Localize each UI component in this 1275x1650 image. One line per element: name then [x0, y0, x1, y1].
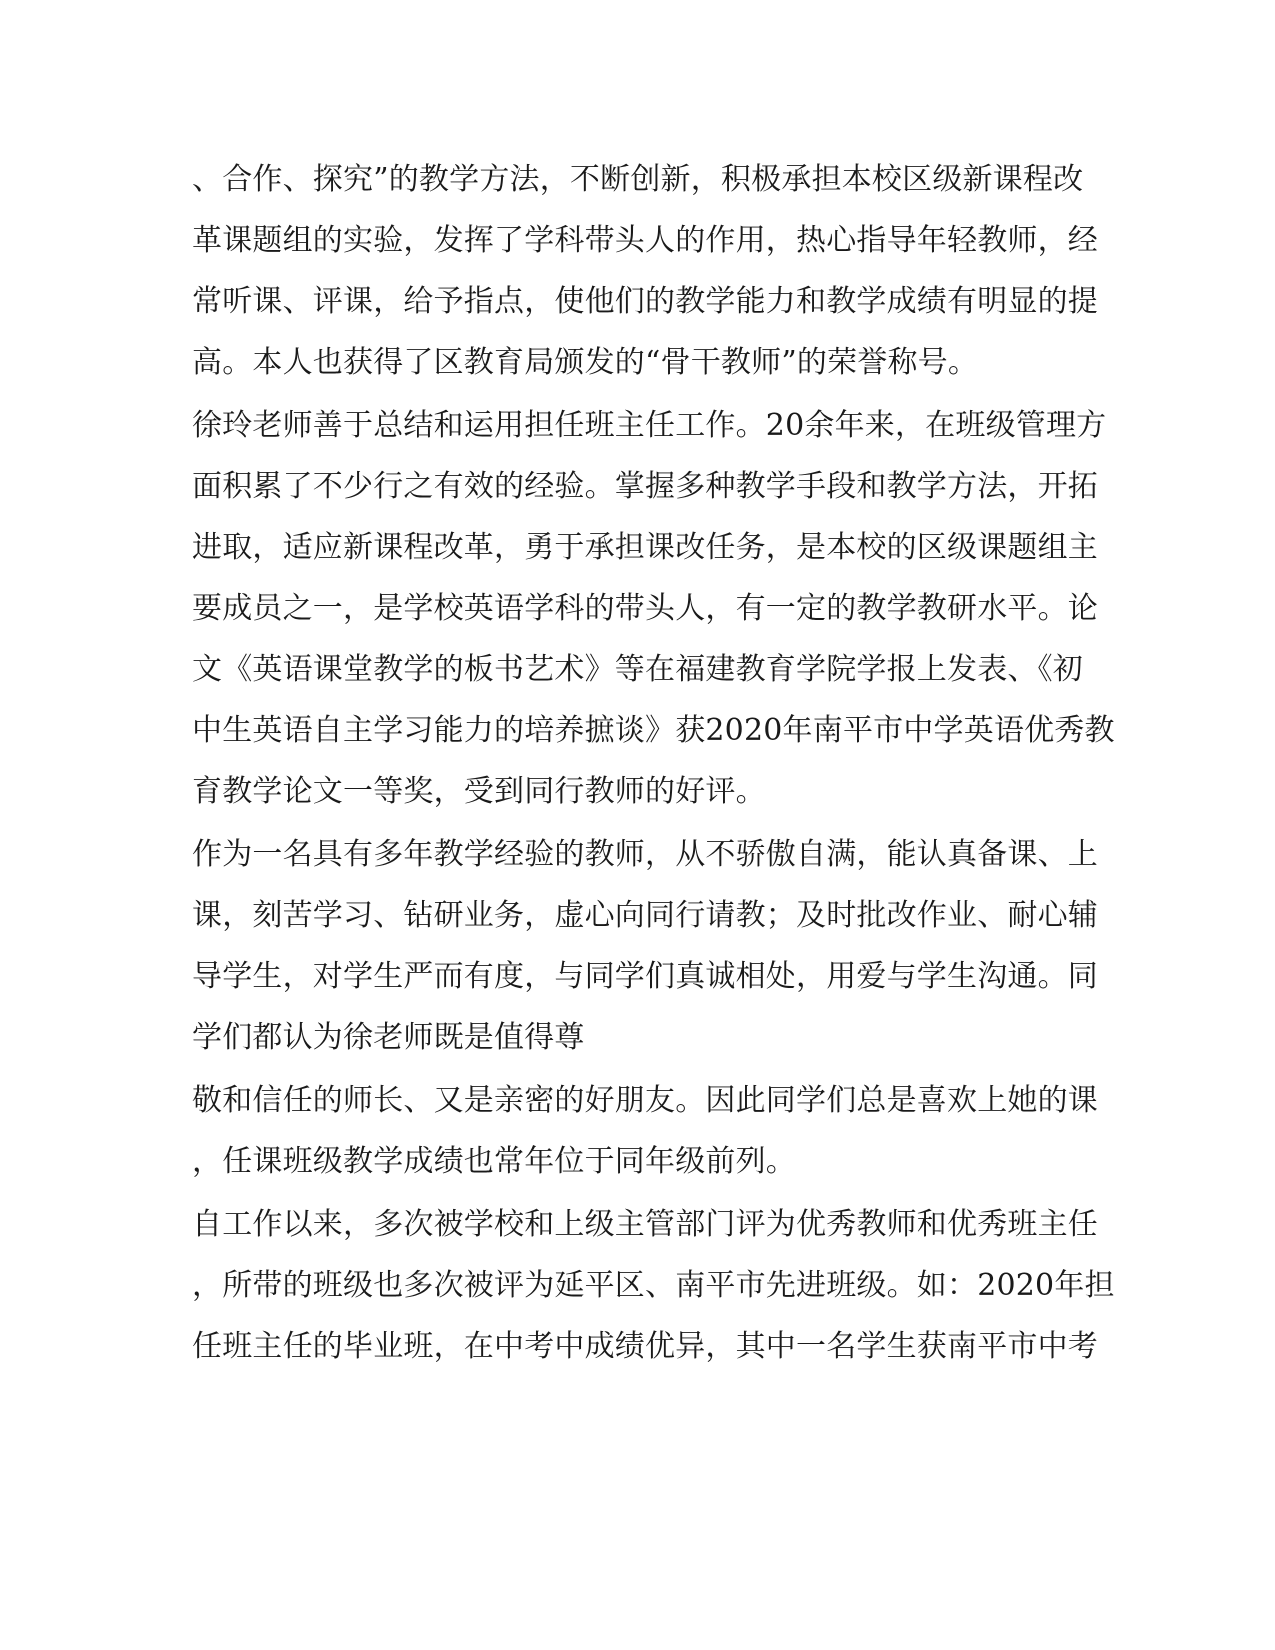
text-line: 作为一名具有多年教学经验的教师，从不骄傲自满，能认真备课、上 [192, 837, 1098, 872]
text-line: 要成员之一，是学校英语学科的带头人，有一定的教学教研水平。论 [192, 591, 1098, 626]
text-line: 任班主任的毕业班，在中考中成绩优异，其中一名学生获南平市中考 [192, 1329, 1098, 1364]
text-line: 常听课、评课，给予指点，使他们的教学能力和教学成绩有明显的提 [192, 284, 1098, 319]
text-line: 中生英语自主学习能力的培养摭谈》获2020年南平市中学英语优秀教 [192, 713, 1115, 748]
text-line: 敬和信任的师长、又是亲密的好朋友。因此同学们总是喜欢上她的课 [192, 1083, 1098, 1118]
text-line: 面积累了不少行之有效的经验。掌握多种教学手段和教学方法，开拓 [192, 469, 1098, 504]
text-line: 自工作以来，多次被学校和上级主管部门评为优秀教师和优秀班主任 [192, 1207, 1098, 1242]
text-line: 课，刻苦学习、钻研业务，虚心向同行请教；及时批改作业、耐心辅 [192, 898, 1098, 933]
text-line: ，任课班级教学成绩也常年位于同年级前列。 [192, 1144, 796, 1179]
text-line: 文《英语课堂教学的板书艺术》等在福建教育学院学报上发表、《初 [192, 652, 1083, 687]
text-line: 革课题组的实验，发挥了学科带头人的作用，热心指导年轻教师，经 [192, 223, 1098, 258]
text-line: 学们都认为徐老师既是值得尊 [192, 1020, 585, 1055]
text-line: ，所带的班级也多次被评为延平区、南平市先进班级。如：2020年担 [192, 1268, 1115, 1303]
text-line: 育教学论文一等奖，受到同行教师的好评。 [192, 774, 766, 809]
text-line: 、合作、探究”的教学方法，不断创新，积极承担本校区级新课程改 [192, 162, 1084, 197]
text-line: 进取，适应新课程改革，勇于承担课改任务，是本校的区级课题组主 [192, 530, 1098, 565]
text-line: 导学生，对学生严而有度，与同学们真诚相处，用爱与学生沟通。同 [192, 959, 1098, 994]
text-line: 徐玲老师善于总结和运用担任班主任工作。20余年来，在班级管理方 [192, 408, 1107, 443]
text-line: 高。本人也获得了区教育局颁发的“骨干教师”的荣誉称号。 [192, 345, 979, 380]
